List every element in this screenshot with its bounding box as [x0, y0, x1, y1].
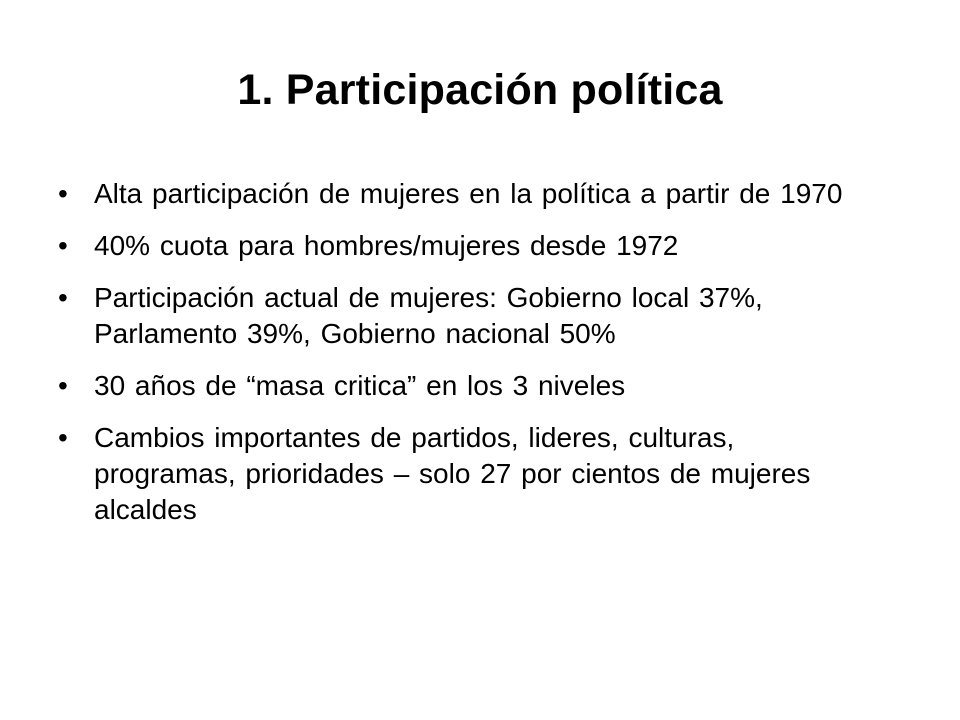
- bullet-item: [54, 228, 884, 264]
- bullet-icon: •: [58, 370, 68, 401]
- bullet-icon: •: [58, 422, 68, 453]
- slide-title: 1. Participación política: [237, 66, 723, 114]
- bullet-icon: •: [58, 230, 68, 261]
- bullet-text: 40% cuota para hombres/mujeres desde 1972: [94, 230, 679, 261]
- bullet-item: [54, 280, 884, 352]
- bullet-item: [54, 176, 884, 212]
- bullet-text: Alta participación de mujeres en la política a partir de 1970: [94, 178, 843, 209]
- bullet-item: [54, 420, 884, 528]
- bullet-list: [54, 176, 884, 544]
- bullet-text: 30 años de “masa critica” en los 3 niveles: [94, 370, 626, 401]
- bullet-text: Cambios importantes de partidos, lideres, culturas, programas, prioridades – solo 27 por cientos de mujeres alcaldes: [94, 422, 811, 525]
- bullet-item: [54, 368, 884, 404]
- bullet-text: Participación actual de mujeres: Gobierno local 37%, Parlamento 39%, Gobierno nacional 50%: [94, 282, 763, 349]
- bullet-icon: •: [58, 282, 68, 313]
- bullet-icon: •: [58, 178, 68, 209]
